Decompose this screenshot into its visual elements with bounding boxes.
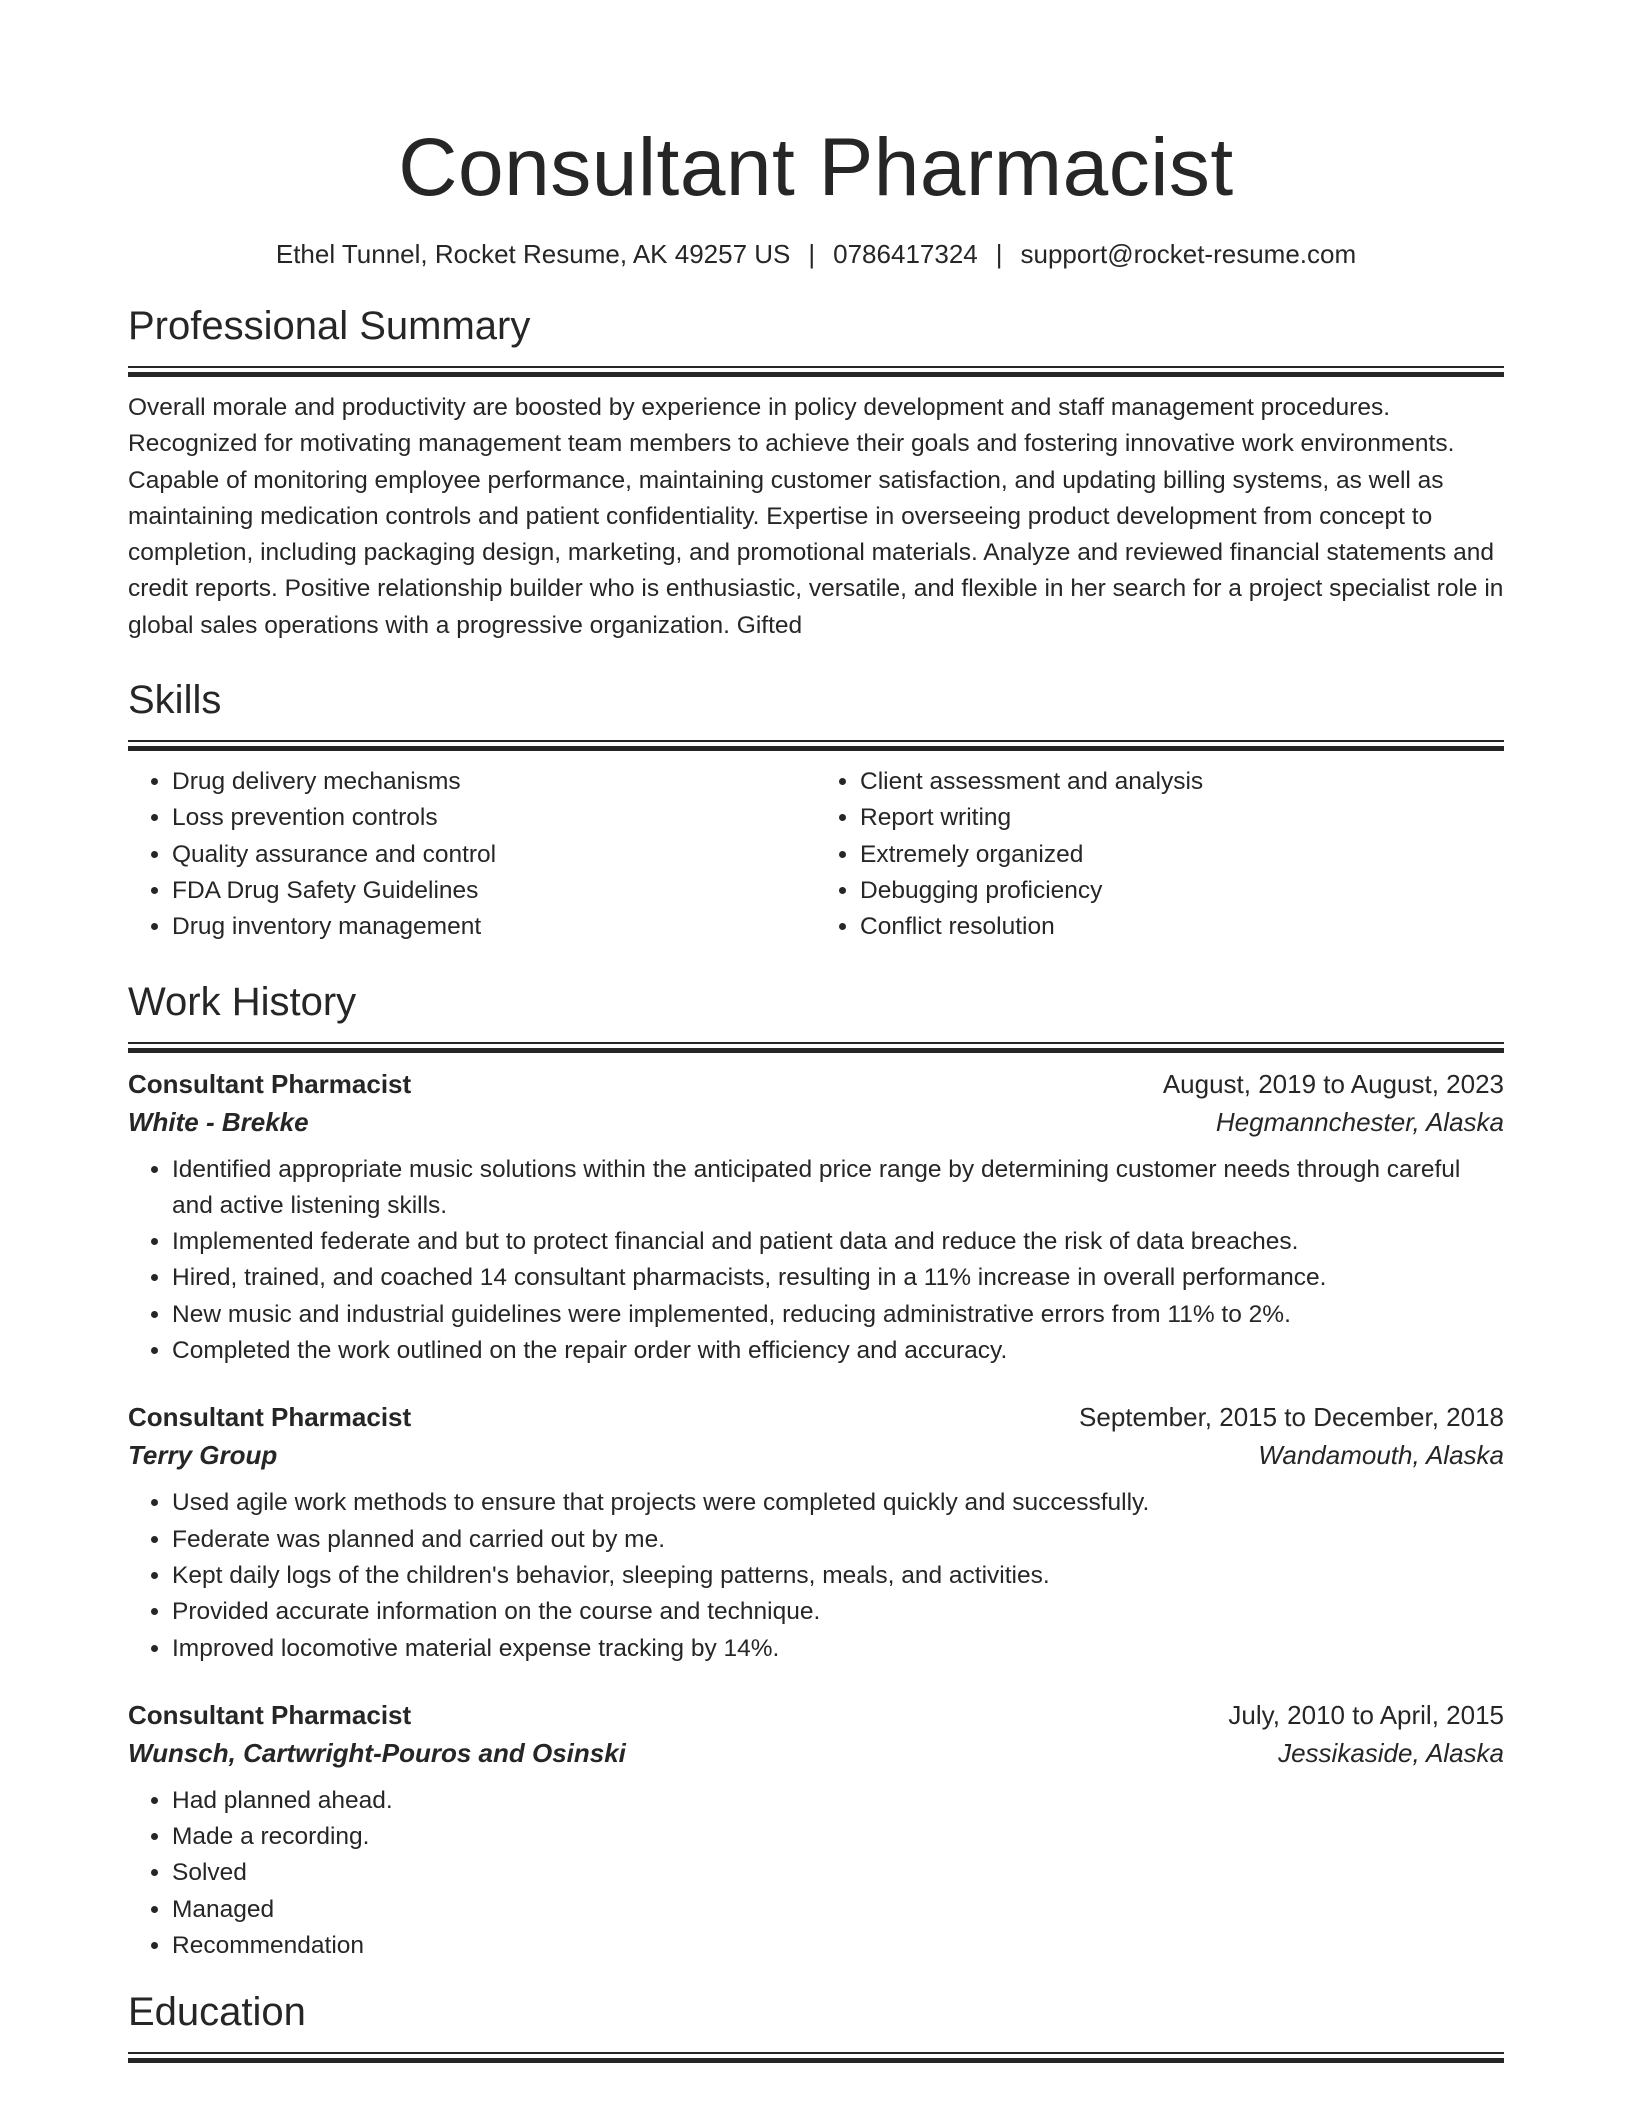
skill-item: • Extremely organized [860,837,1504,873]
job-bullet: • Managed [172,1892,1504,1928]
summary-title: Professional Summary [128,304,531,348]
skill-item: • Report writing [860,800,1504,836]
job-header [128,1066,1504,1102]
job-entry [128,1399,1504,1666]
job-bullet: • Improved locomotive material expense tracking by 14%. [172,1631,1504,1667]
job-location: Wandamouth, Alaska [1258,1440,1504,1471]
contact-phone: 0786417324 [833,239,978,269]
job-subheader [128,1733,1504,1773]
job-company: Terry Group [128,1440,278,1471]
job-bullet: • Kept daily logs of the children's behavior, sleeping patterns, meals, and activities. [172,1558,1504,1594]
skill-item: • Quality assurance and control [172,837,816,873]
skills-list-left [128,764,816,945]
skills-section [128,676,1504,945]
contact-line [128,236,1504,272]
job-entry [128,1066,1504,1370]
skill-item: • FDA Drug Safety Guidelines [172,873,816,909]
skill-item: • Loss prevention controls [172,800,816,836]
education-section [128,1988,1504,2062]
contact-separator: | [808,239,816,269]
job-title: Consultant Pharmacist [128,1699,412,1730]
work-title: Work History [128,979,357,1024]
skill-item: • Conflict resolution [860,909,1504,945]
job-bullet: • New music and industrial guidelines were implemented, reducing administrative errors from 11% to 2%. [172,1297,1504,1333]
skill-item: • Debugging proficiency [860,873,1504,909]
section-divider [128,740,1504,750]
skills-title: Skills [128,678,222,723]
contact-separator: | [995,239,1003,269]
job-bullet: • Identified appropriate music solutions within the anticipated price range by determining customer needs through careful and active listening skills. [172,1152,1504,1225]
job-bullets [128,1485,1504,1666]
job-company: White - Brekke [128,1106,309,1137]
section-divider [128,366,1504,376]
skill-item: • Drug inventory management [172,909,816,945]
job-dates: July, 2010 to April, 2015 [1228,1699,1504,1730]
skill-item: • Drug delivery mechanisms [172,764,816,800]
job-bullet: • Had planned ahead. [172,1783,1504,1819]
skill-item: • Client assessment and analysis [860,764,1504,800]
section-divider [128,2052,1504,2062]
job-subheader [128,1102,1504,1142]
job-entry [128,1697,1504,1964]
job-dates: August, 2019 to August, 2023 [1162,1068,1504,1099]
skills-columns [128,764,1504,945]
job-bullet: • Hired, trained, and coached 14 consultant pharmacists, resulting in a 11% increase in overall performance. [172,1260,1504,1296]
contact-email: support@rocket-resume.com [1020,239,1357,269]
job-dates: September, 2015 to December, 2018 [1079,1402,1504,1433]
job-bullet: • Solved [172,1855,1504,1891]
job-subheader [128,1435,1504,1475]
skills-list-right [816,764,1504,945]
job-title: Consultant Pharmacist [128,1402,412,1433]
job-bullet: • Provided accurate information on the course and technique. [172,1594,1504,1630]
job-bullet: • Recommendation [172,1928,1504,1964]
job-bullet: • Federate was planned and carried out by me. [172,1522,1504,1558]
contact-address: Ethel Tunnel, Rocket Resume, AK 49257 US [275,239,791,269]
job-bullet: • Made a recording. [172,1819,1504,1855]
section-divider [128,1042,1504,1052]
summary-section [128,302,1504,644]
work-section [128,978,1504,1965]
job-title: Consultant Pharmacist [128,1068,412,1099]
resume-name: Consultant Pharmacist [398,122,1234,213]
job-bullet: • Implemented federate and but to protect financial and patient data and reduce the risk of data breaches. [172,1224,1504,1260]
job-bullets [128,1152,1504,1370]
summary-text: Overall morale and productivity are boosted by experience in policy development and staff management procedures. Recognized for motivating management team members to achieve their goals and fostering innovative work environments. Capable of monitoring employee performance, maintaining customer satisfaction, and updating billing systems, as well as maintaining medication controls and patient confidentiality. Expertise in overseeing product development from concept to completion, including packaging design, marketing, and promotional materials. Analyze and reviewed financial statements and credit reports. Positive relationship builder who is enthusiastic, versatile, and flexible in her search for a project specialist role in global sales operations with a progressive organization. Gifted [128,394,1504,639]
job-company: Wunsch, Cartwright-Pouros and Osinski [128,1737,626,1768]
education-title: Education [128,1990,306,2035]
job-bullet: • Completed the work outlined on the repair order with efficiency and accuracy. [172,1333,1504,1369]
job-header [128,1399,1504,1435]
job-location: Jessikaside, Alaska [1278,1737,1504,1768]
job-location: Hegmannchester, Alaska [1215,1106,1504,1137]
job-header [128,1697,1504,1733]
job-bullet: • Used agile work methods to ensure that projects were completed quickly and successfully. [172,1485,1504,1521]
job-bullets [128,1783,1504,1964]
